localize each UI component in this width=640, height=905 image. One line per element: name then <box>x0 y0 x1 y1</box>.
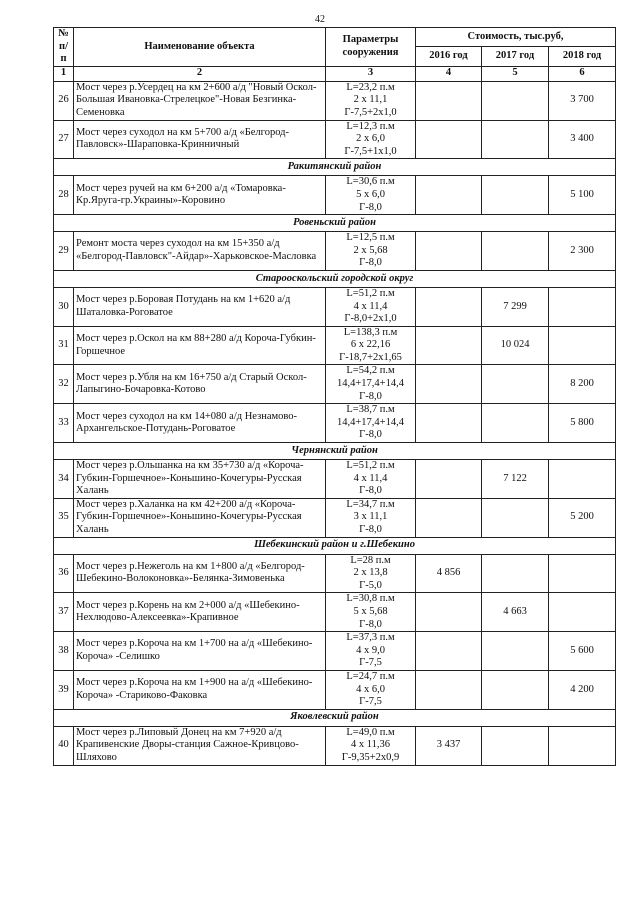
row-number: 35 <box>54 498 74 537</box>
section-row <box>54 270 616 287</box>
param-line: L=12,3 п.м <box>346 120 395 132</box>
section-row <box>54 215 616 232</box>
param-line: 2 х 6,0 <box>356 133 385 145</box>
object-name: Мост через р.Оскол на км 88+280 а/д Короча-Губкин-Горшечное <box>74 326 326 365</box>
object-name: Мост через р.Короча на км 1+900 на а/д «Шебекино-Короча» -Стариково-Факовка <box>74 670 326 709</box>
object-name: Мост через р.Боровая Потудань на км 1+620 а/д Шаталовка-Роговатое <box>74 287 326 326</box>
section-title: Шебекинский район и г.Шебекино <box>54 537 616 554</box>
header-year-2016: 2016 год <box>416 47 482 66</box>
row-number: 32 <box>54 365 74 404</box>
cost-2018 <box>549 287 616 326</box>
param-line: 2 х 11,1 <box>353 94 388 106</box>
param-line: Г-8,0 <box>359 485 382 497</box>
cost-2016 <box>416 460 482 499</box>
row-number: 39 <box>54 670 74 709</box>
param-line: 4 х 9,0 <box>356 644 385 656</box>
section-title: Яковлевский район <box>54 709 616 726</box>
page-number: 42 <box>315 14 325 25</box>
param-line: 4 х 11,4 <box>353 300 388 312</box>
table-body <box>54 81 616 765</box>
cost-2017 <box>482 176 549 215</box>
structure-params <box>326 120 416 159</box>
param-line: L=23,2 п.м <box>346 81 395 93</box>
param-line: Г-8,0 <box>359 257 382 269</box>
cost-2018: 5 600 <box>549 632 616 671</box>
cost-2018 <box>549 460 616 499</box>
header-year-2017: 2017 год <box>482 47 549 66</box>
column-index: 1 <box>54 66 74 81</box>
param-line: 5 х 6,0 <box>356 188 385 200</box>
param-line: 2 х 13,8 <box>353 567 388 579</box>
structure-params <box>326 287 416 326</box>
param-line: L=30,8 п.м <box>346 593 395 605</box>
cost-2016 <box>416 498 482 537</box>
cost-2018 <box>549 554 616 593</box>
cost-2017 <box>482 632 549 671</box>
structure-params <box>326 404 416 443</box>
cost-2018 <box>549 593 616 632</box>
table-row <box>54 326 616 365</box>
column-index: 6 <box>549 66 616 81</box>
column-index: 2 <box>74 66 326 81</box>
section-row <box>54 159 616 176</box>
table-row <box>54 554 616 593</box>
param-line: Г-8,0 <box>359 618 382 630</box>
structure-params <box>326 365 416 404</box>
bridge-cost-table <box>53 27 616 766</box>
table-row <box>54 404 616 443</box>
table-row <box>54 632 616 671</box>
row-number: 30 <box>54 287 74 326</box>
cost-2017 <box>482 670 549 709</box>
table-row <box>54 287 616 326</box>
param-line: Г-8,0 <box>359 524 382 535</box>
cost-2018: 5 100 <box>549 176 616 215</box>
table-row <box>54 593 616 632</box>
param-line: Г-8,0 <box>359 390 382 402</box>
structure-params <box>326 593 416 632</box>
row-number: 34 <box>54 460 74 499</box>
object-name: Мост через р.Корень на км 2+000 а/д «Шебекино-Нехлюдово-Алексеевка»-Крапивное <box>74 593 326 632</box>
cost-2017 <box>482 120 549 159</box>
param-line: Г-9,35+2х0,9 <box>341 751 400 763</box>
param-line: L=28 п.м <box>350 554 391 566</box>
table-row <box>54 81 616 120</box>
section-title: Старооскольский городской округ <box>54 270 616 287</box>
object-name: Мост через р.Нежеголь на км 1+800 а/д «Белгород-Шебекино-Волоконовка»-Белянка-Зимовенька <box>74 554 326 593</box>
param-line: Г-7,5 <box>359 696 382 708</box>
row-number: 37 <box>54 593 74 632</box>
param-line: Г-7,5 <box>359 657 382 669</box>
structure-params <box>326 632 416 671</box>
cost-2016 <box>416 670 482 709</box>
column-index: 4 <box>416 66 482 81</box>
param-line: L=51,2 п.м <box>346 287 395 299</box>
cost-2016 <box>416 232 482 271</box>
cost-2018: 5 200 <box>549 498 616 537</box>
object-name: Мост через р.Ольшанка на км 35+730 а/д «Короча-Губкин-Горшечное»-Коньшино-Кочегуры-Русская Халань <box>74 460 326 499</box>
table-row <box>54 460 616 499</box>
cost-2017 <box>482 404 549 443</box>
header-year-2018: 2018 год <box>549 47 616 66</box>
param-line: L=49,0 п.м <box>346 726 395 738</box>
structure-params <box>326 232 416 271</box>
cost-2016 <box>416 593 482 632</box>
row-number: 31 <box>54 326 74 365</box>
cost-2018: 3 400 <box>549 120 616 159</box>
param-line: L=54,2 п.м <box>346 365 395 377</box>
structure-params <box>326 726 416 765</box>
cost-2016: 3 437 <box>416 726 482 765</box>
cost-2016: 4 856 <box>416 554 482 593</box>
table-row <box>54 365 616 404</box>
cost-2018: 4 200 <box>549 670 616 709</box>
param-line: Г-8,0 <box>359 429 382 441</box>
column-index: 5 <box>482 66 549 81</box>
table-row <box>54 498 616 537</box>
table-row <box>54 176 616 215</box>
cost-2016 <box>416 287 482 326</box>
param-line: L=12,5 п.м <box>346 232 395 244</box>
structure-params <box>326 670 416 709</box>
section-title: Ракитянский район <box>54 159 616 176</box>
cost-2016 <box>416 120 482 159</box>
cost-2017 <box>482 726 549 765</box>
param-line: 4 х 11,4 <box>353 472 388 484</box>
table-row <box>54 670 616 709</box>
cost-2018 <box>549 726 616 765</box>
param-line: L=30,6 п.м <box>346 176 395 188</box>
object-name: Мост через р.Липовый Донец на км 7+920 а/д Крапивенские Дворы-станция Сажное-Кривцово- Шляхово <box>74 726 326 765</box>
row-number: 27 <box>54 120 74 159</box>
table-row <box>54 232 616 271</box>
row-number: 36 <box>54 554 74 593</box>
cost-2017: 7 299 <box>482 287 549 326</box>
param-line: L=138,3 п.м <box>343 326 398 338</box>
header-cost: Стоимость, тыс.руб, <box>416 28 616 47</box>
cost-2017: 7 122 <box>482 460 549 499</box>
cost-2017 <box>482 365 549 404</box>
param-line: 3 х 11,1 <box>353 511 388 523</box>
param-line: L=37,3 п.м <box>346 632 395 644</box>
param-line: Г-18,7+2х1,65 <box>339 351 402 363</box>
param-line: L=38,7 п.м <box>346 404 395 416</box>
param-line: 5 х 5,68 <box>353 605 388 617</box>
structure-params <box>326 460 416 499</box>
param-line: L=51,2 п.м <box>346 460 395 472</box>
column-index: 3 <box>326 66 416 81</box>
row-number: 40 <box>54 726 74 765</box>
param-line: 14,4+17,4+14,4 <box>337 378 404 390</box>
section-title: Ровеньский район <box>54 215 616 232</box>
object-name: Мост через р.Усердец на км 2+600 а/д "Новый Оскол-Большая Ивановка-Стрелецкое"-Новая Безгинка-Семеновка <box>74 81 326 120</box>
param-line: Г-8,0 <box>359 201 382 213</box>
param-line: 14,4+17,4+14,4 <box>337 416 404 428</box>
header-name: Наименование объекта <box>74 28 326 67</box>
section-title: Чернянский район <box>54 443 616 460</box>
structure-params <box>326 176 416 215</box>
param-line: L=24,7 п.м <box>346 670 395 682</box>
table-row <box>54 120 616 159</box>
header-params: Параметры сооружения <box>326 28 416 67</box>
structure-params <box>326 81 416 120</box>
cost-2018 <box>549 326 616 365</box>
structure-params <box>326 326 416 365</box>
row-number: 38 <box>54 632 74 671</box>
param-line: 2 х 5,68 <box>353 244 388 256</box>
cost-2016 <box>416 404 482 443</box>
param-line: Г-5,0 <box>359 579 382 591</box>
row-number: 33 <box>54 404 74 443</box>
param-line: 6 х 22,16 <box>350 339 391 351</box>
row-number: 26 <box>54 81 74 120</box>
row-number: 28 <box>54 176 74 215</box>
object-name: Мост через р.Халанка на км 42+200 а/д «Короча-Губкин-Горшечное»-Коньшино-Кочегуры-Русская Халань <box>74 498 326 537</box>
param-line: Г-7,5+2х1,0 <box>344 106 397 118</box>
section-row <box>54 709 616 726</box>
cost-2017: 10 024 <box>482 326 549 365</box>
object-name: Мост через суходол на км 5+700 а/д «Белгород-Павловск»-Шараповка-Кринничный <box>74 120 326 159</box>
section-row <box>54 537 616 554</box>
cost-2018: 3 700 <box>549 81 616 120</box>
object-name: Мост через ручей на км 6+200 а/д «Томаровка-Кр.Яруга-гр.Украины»-Коровино <box>74 176 326 215</box>
cost-2016 <box>416 632 482 671</box>
cost-2018: 8 200 <box>549 365 616 404</box>
cost-2017 <box>482 498 549 537</box>
object-name: Мост через р.Убля на км 16+750 а/д Старый Оскол-Лапыгино-Бочаровка-Котово <box>74 365 326 404</box>
section-row <box>54 443 616 460</box>
cost-2018: 2 300 <box>549 232 616 271</box>
cost-2017 <box>482 81 549 120</box>
row-number: 29 <box>54 232 74 271</box>
param-line: Г-8,0+2х1,0 <box>344 313 397 325</box>
cost-2016 <box>416 81 482 120</box>
cost-2016 <box>416 326 482 365</box>
param-line: 4 х 6,0 <box>356 683 385 695</box>
cost-2016 <box>416 365 482 404</box>
param-line: L=34,7 п.м <box>346 498 395 510</box>
structure-params <box>326 498 416 537</box>
cost-2018: 5 800 <box>549 404 616 443</box>
cost-2016 <box>416 176 482 215</box>
param-line: Г-7,5+1х1,0 <box>344 145 397 157</box>
object-name: Ремонт моста через суходол на км 15+350 а/д «Белгород-Павловск"-Айдар»-Харьковское-Масловка <box>74 232 326 271</box>
column-index-row <box>54 66 616 81</box>
object-name: Мост через суходол на км 14+080 а/д Незнамово-Архангельское-Потудань-Роговатое <box>74 404 326 443</box>
object-name: Мост через р.Короча на км 1+700 на а/д «Шебекино-Короча» -Селишко <box>74 632 326 671</box>
table-row <box>54 726 616 765</box>
header-num: № п/п <box>54 28 74 67</box>
cost-2017: 4 663 <box>482 593 549 632</box>
param-line: 4 х 11,36 <box>351 739 390 751</box>
structure-params <box>326 554 416 593</box>
cost-2017 <box>482 232 549 271</box>
cost-2017 <box>482 554 549 593</box>
